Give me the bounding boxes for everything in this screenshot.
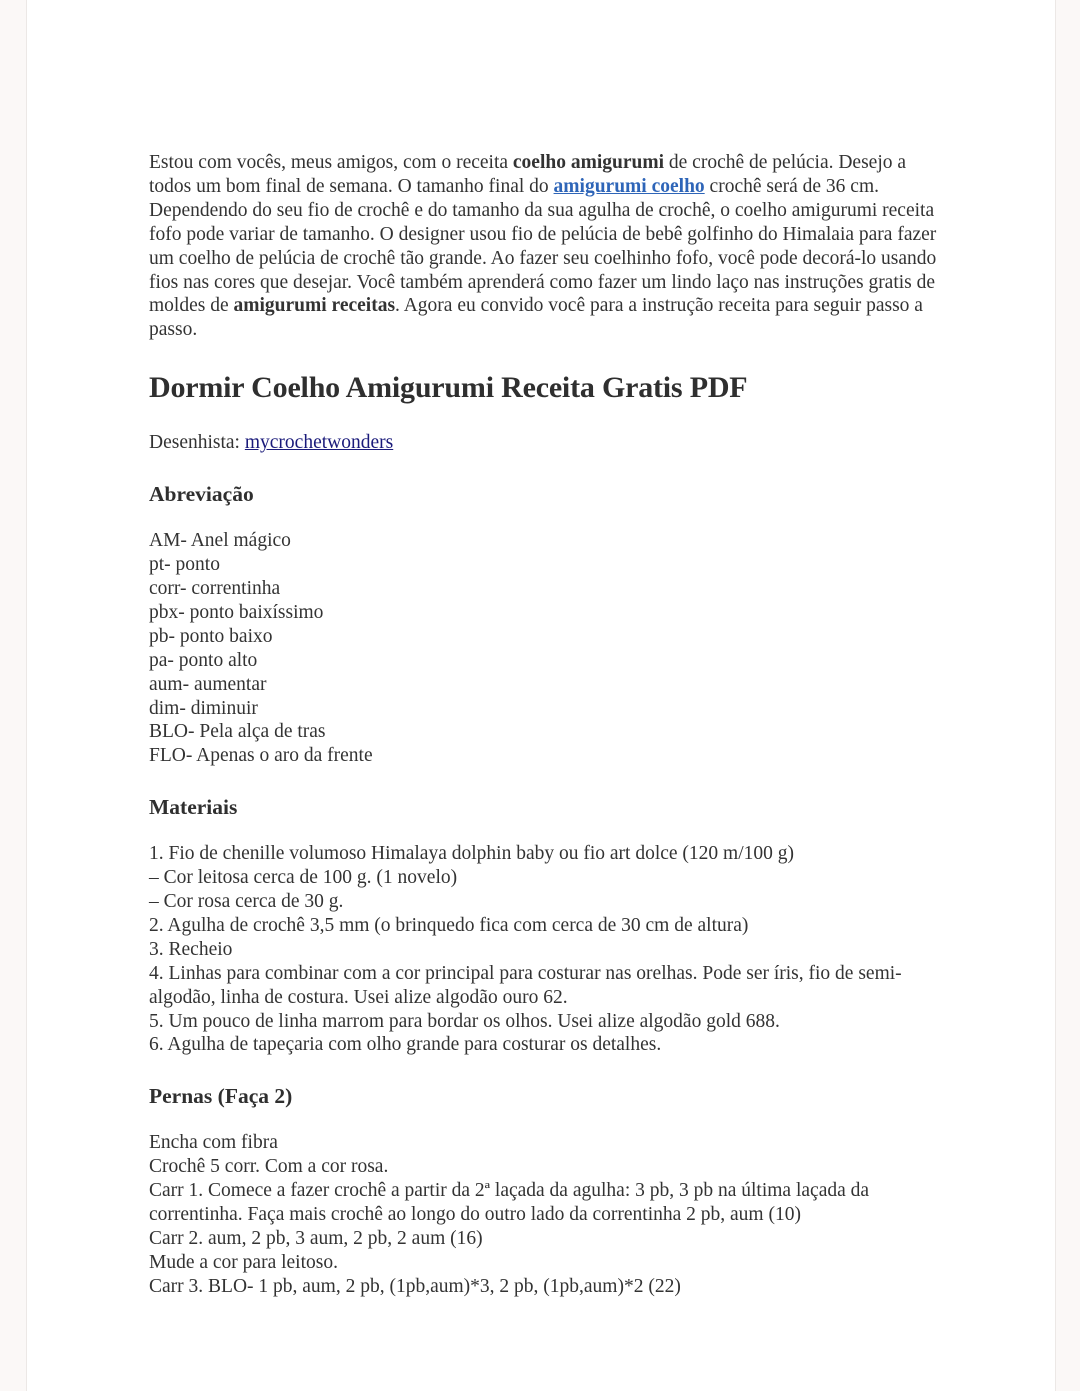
bold-amigurumi-receitas: amigurumi receitas (233, 295, 396, 317)
list-item: pa- ponto alto (149, 649, 258, 671)
list-item: 3. Recheio (149, 938, 233, 960)
list-item: 1. Fio de chenille volumoso Himalaya dolphin baby ou fio art dolce (120 m/100 g) (149, 843, 795, 865)
intro-paragraph: Estou com vocês, meus amigos, com o receita coelho amigurumi de crochê de pelúcia. Desejo a todos um bom final de semana. O tamanho final do amigurumi coelho crochê será de 36 cm. Dependendo do seu fio de crochê e do tamanho da sua agulha de crochê, o coelho amigurumi receita fofo pode variar de tamanho. O designer usou fio de pelúcia de bebê golfinho do Himalaia para fazer um coelho de pelúcia de crochê tão grande. Ao fazer seu coelhinho fofo, você pode decorá-lo usando fios nas cores que desejar. Você também aprenderá como fazer um lindo laço nas instruções gratis de moldes de amigurumi receitas. Agora eu convido você para a instrução receita para seguir passo a passo. (149, 152, 937, 341)
list-item: pbx- ponto baixíssimo (149, 601, 324, 623)
list-item: BLO- Pela alça de tras (149, 721, 326, 743)
list-item: Mude a cor para leitoso. (149, 1251, 338, 1273)
list-item: Carr 2. aum, 2 pb, 3 aum, 2 pb, 2 aum (16) (149, 1228, 483, 1249)
list-item: 2. Agulha de crochê 3,5 mm (o brinquedo fica com cerca de 30 cm de altura) (149, 914, 749, 936)
designer-line: Desenhista: mycrochetwonders (149, 432, 394, 454)
list-item: dim- diminuir (149, 697, 258, 719)
page-sheet (26, 0, 1056, 1391)
article-content (149, 151, 939, 1299)
abbreviation-list (149, 529, 939, 768)
list-item: 6. Agulha de tapeçaria com olho grande para costurar os detalhes. (149, 1034, 662, 1056)
page-title: Dormir Coelho Amigurumi Receita Gratis PDF (149, 371, 748, 405)
amigurumi-coelho-link[interactable]: amigurumi coelho (553, 175, 705, 197)
list-item: 4. Linhas para combinar com a cor principal para costurar nas orelhas. Pode ser íris, fio de semi-algodão, linha de costura. Usei alize algodão ouro 62. (149, 962, 902, 1008)
list-item: FLO- Apenas o aro da frente (149, 745, 373, 767)
list-item: Carr 3. BLO- 1 pb, aum, 2 pb, (1pb,aum)*3, 2 pb, (1pb,aum)*2 (22) (149, 1275, 681, 1297)
list-item: Carr 1. Comece a fazer crochê a partir da 2ª laçada da agulha: 3 pb, 3 pb na última laçada da correntinha. Faça mais crochê ao longo do outro lado da correntinha 2 pb, aum (10) (149, 1180, 870, 1226)
list-item: pb- ponto baixo (149, 625, 273, 647)
list-item: Encha com fibra (149, 1132, 278, 1154)
list-item: Crochê 5 corr. Com a cor rosa. (149, 1156, 389, 1178)
list-item: aum- aumentar (149, 673, 267, 695)
bold-coelho-amigurumi: coelho amigurumi (512, 152, 665, 173)
list-item: corr- correntinha (149, 577, 281, 599)
designer-link[interactable]: mycrochetwonders (244, 432, 394, 454)
materials-heading: Materiais (149, 795, 238, 820)
list-item: – Cor rosa cerca de 30 g. (149, 891, 344, 913)
materials-list (149, 842, 939, 1057)
legs-heading: Pernas (Faça 2) (149, 1084, 293, 1109)
list-item: – Cor leitosa cerca de 100 g. (1 novelo) (149, 867, 458, 889)
legs-instructions (149, 1131, 939, 1298)
abbreviation-heading: Abreviação (149, 482, 254, 507)
list-item: AM- Anel mágico (149, 530, 291, 552)
list-item: pt- ponto (149, 554, 220, 576)
list-item: 5. Um pouco de linha marrom para bordar os olhos. Usei alize algodão gold 688. (149, 1010, 780, 1032)
